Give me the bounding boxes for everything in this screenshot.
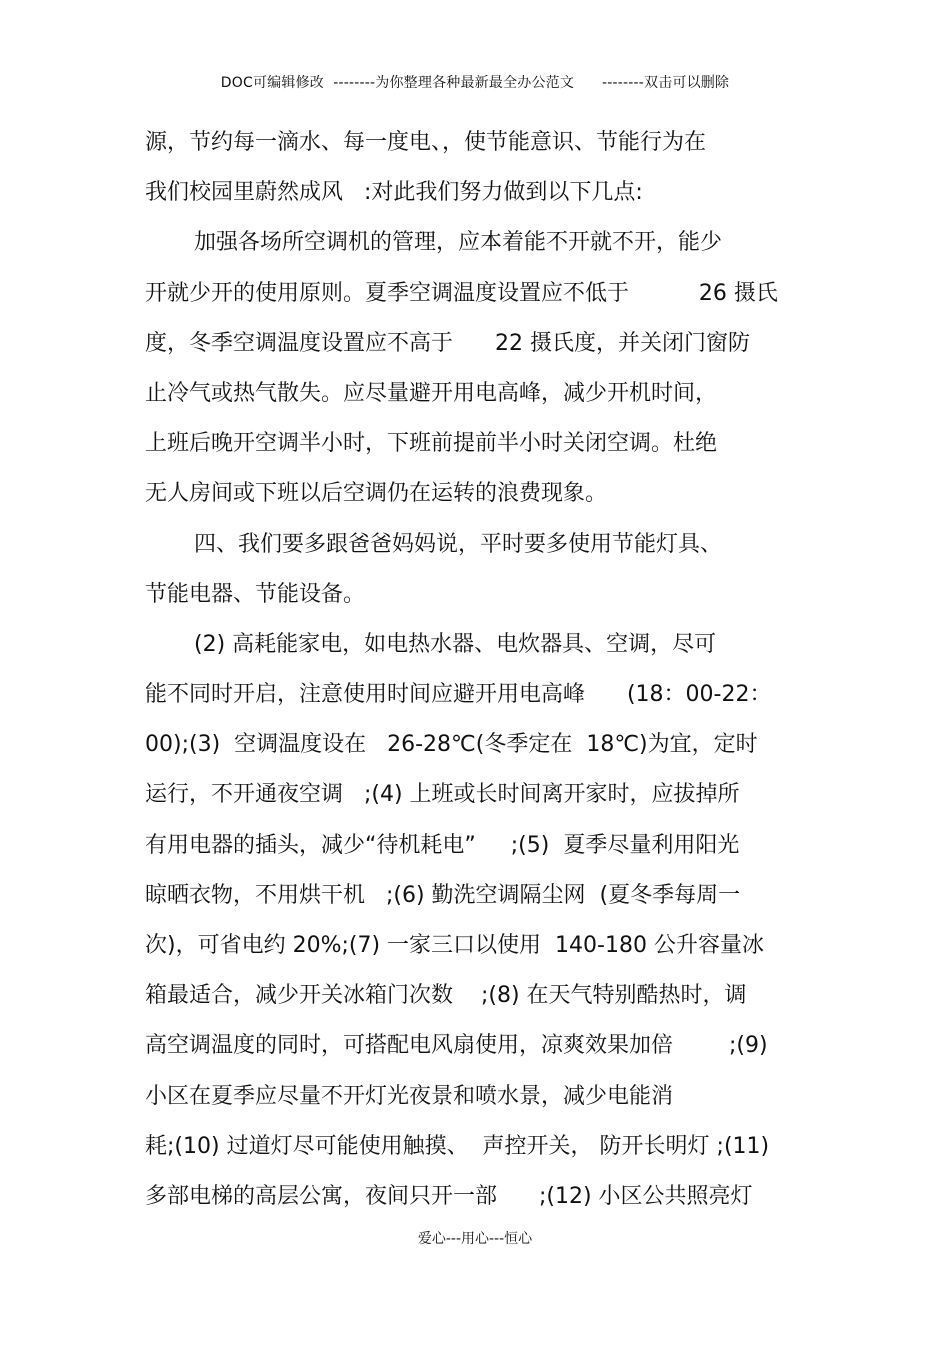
body-line-8: 无人房间或下班以后空调仍在运转的浪费现象。 [145,481,608,507]
body-line-13: 00);(3) 空调温度设在 26-28℃(冬季定在 18℃)为宜，定时 [145,732,758,758]
body-line-3: 加强各场所空调机的管理，应本着能不开就不开，能少 [194,230,723,256]
page-footer: 爱心---用心---恒心 [417,1231,533,1247]
body-line-10: 节能电器、节能设备。 [145,581,366,607]
body-line-15: 有用电器的插头，减少“待机耗电” ;(5) 夏季尽量利用阳光 [145,832,740,858]
body-line-2: 我们校园里蔚然成风 :对此我们努力做到以下几点: [145,180,643,206]
page-header: DOC可编辑修改 --------为你整理各种最新最全办公范文 --------双击可以删除 [220,75,730,91]
body-line-6: 止冷气或热气散失。应尽量避开用电高峰，减少开机时间， [145,380,718,406]
body-line-7: 上班后晚开空调半小时，下班前提前半小时关闭空调。杜绝 [145,431,718,457]
body-line-11: (2) 高耗能家电，如电热水器、电炊器具、空调，尽可 [194,631,717,657]
body-line-22: 多部电梯的高层公寓，夜间只开一部 ;(12) 小区公共照亮灯 [145,1183,753,1209]
body-line-14: 运行，不开通夜空调 ;(4) 上班或长时间离开家时，应拔掉所 [145,782,740,808]
body-line-1: 源，节约每一滴水、每一度电、，使节能意识、节能行为在 [145,130,707,155]
body-line-20: 小区在夏季应尽量不开灯光夜景和喷水景，减少电能消 [145,1083,674,1109]
body-line-5: 度，冬季空调温度设置应不高于 22 摄氏度，并关闭门窗防 [145,330,750,356]
body-line-16: 晾晒衣物，不用烘干机 ;(6) 勤洗空调隔尘网 (夏冬季每周一 [145,882,741,908]
body-line-9: 四、我们要多跟爸爸妈妈说，平时要多使用节能灯具、 [194,531,723,557]
body-line-19: 高空调温度的同时，可搭配电风扇使用，凉爽效果加倍 ;(9) [145,1033,768,1059]
document-body [145,118,825,1222]
body-line-17: 次)，可省电约 20%;(7) 一家三口以使用 140-180 公升容量冰 [145,933,764,958]
body-line-21: 耗;(10) 过道灯尽可能使用触摸、 声控开关， 防开长明灯 ;(11) [145,1133,770,1159]
body-line-12: 能不同时开启，注意使用时间应避开用电高峰 (18：00-22： [145,682,772,708]
body-line-4: 开就少开的使用原则。夏季空调温度设置应不低于 26 摄氏 [145,280,778,306]
body-line-18: 箱最适合，减少开关冰箱门次数 ;(8) 在天气特别酷热时，调 [145,983,747,1009]
